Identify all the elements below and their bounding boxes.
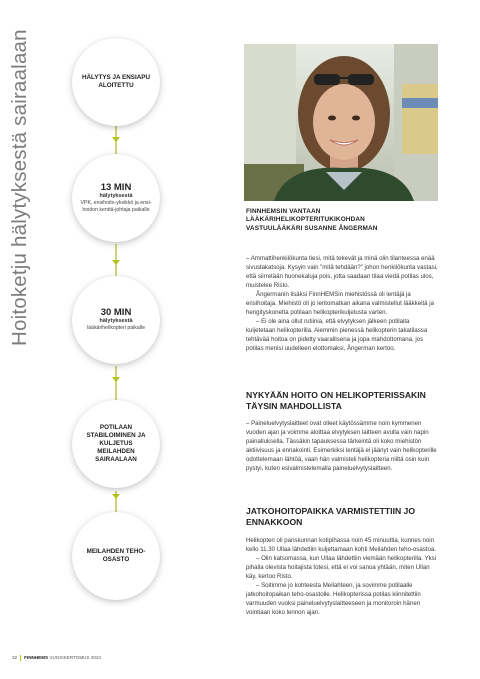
footer-brand: FINNHEMS (24, 655, 49, 661)
caption-line: LÄÄKÄRIHELIKOPTERITUKIKOHDAN (246, 216, 365, 224)
step-time: 30 MIN (100, 307, 132, 319)
step-30-min (72, 276, 160, 364)
step-title: MEILAHDEN TEHO-OSASTO (86, 548, 146, 563)
paragraph: – Olin katsomassa, kun Ullaa lähdettiin viemään helikopterilla. Yksi pihalla olevista hoitajista totesi, että ei voi sanoa yhtään, miten Ullan käy, kertoo Risto. (246, 555, 437, 580)
paragraph: Helikopteri oli pariskunnan kotipihassa noin 45 minuuttia, kunnes noin kello 11.30 Ullaa lähdettiin kuljettamaan kohti Meilahden teho-osastoa. (246, 537, 436, 553)
portrait-illustration (244, 44, 438, 201)
section-heading: JATKOHOITOPAIKKA VARMISTETTIIN JO ENNAKKOON (246, 506, 416, 527)
paragraph: – Paineluelvytyslaitteet ovat olleet käytössämme noin kymmenen vuoden ajan ja voimme aloittaa elvytyksen laitteen avulla vain napin painalluksella. Tässäkin tapauksessa tärkeintä oli koko miehistön aktiivisuus ja ennakointi. Esimerkiksi lentäjä ei jäänyt vain helikopterille odottelemaan lähtöä, vaan hän valmisteli helikopteria niiltä osin kuin pystyi, kuten esivalmistelemalla paineluelvytyslaitteen. (246, 420, 437, 472)
page-number: 32 (12, 655, 18, 661)
step-title: POTILAAN STABILOIMINEN JA KULJETUS MEILAHDEN SAIRAALAAN (86, 424, 146, 463)
section-heading-1 (246, 390, 440, 411)
article-body-1 (246, 254, 440, 353)
step-sub: hälytyksestä (99, 193, 133, 200)
paragraph: – Soitimme jo kohteesta Meilahteen, ja sovimme potilaalle jatkohoitopaikan teho-osastolle. Helikopterissa potilas kiinnitettiin varmuuden vuoksi paineluelvytyslaitteeseen ja monitoroin hänen vointiaan koko lennon ajan. (246, 582, 421, 616)
article-body-2 (246, 419, 440, 473)
footer-divider (20, 655, 21, 661)
section-heading: NYKYÄÄN HOITO ON HELIKOPTERISSAKIN TÄYSIN MAHDOLLISTA (246, 390, 426, 411)
paragraph: Ångermanin lisäksi FinnHEMSin miehistössä oli lentäjä ja ensihoitaja. Miehistö oli jo lentomatkan aikana valmistellut lääkkeitä ja hengityskonetta potilaan helikopterikuljetusta varten. (246, 291, 434, 316)
portrait-photo (244, 44, 438, 201)
article-body-3 (246, 536, 440, 617)
arrow-down-icon (112, 377, 120, 382)
arrow-down-icon (112, 494, 120, 499)
step-icu (72, 512, 160, 600)
photo-caption (246, 208, 440, 233)
step-title: HÄLYTYS JA ENSIAPU ALOITETTU (81, 74, 151, 89)
footer-publication: VUOSIKERTOMUS 2024 (49, 655, 102, 661)
arrow-down-icon (112, 260, 120, 265)
arrow-down-icon (112, 137, 120, 142)
step-sub: hälytyksestä (99, 318, 133, 325)
paragraph: – Ei ole aina ollut rutiinia, että elvytyksen jälkeen potilaita kuljetetaan helikopterilla. Aiemmin pienessä helikopterin takatilassa tehtävää hoitoa on pidetty vaarallisena ja jopa mahdottomana, jos potilas menisi uudelleen elottomaksi, Ångerman kertoo. (246, 318, 428, 352)
step-time: 13 MIN (100, 182, 132, 194)
step-alert (72, 38, 160, 126)
side-title: Hoitoketju hälytyksestä sairaalaan (8, 29, 31, 346)
page-footer (12, 655, 101, 661)
step-stabilization (72, 400, 160, 488)
step-desc: VPK, ensihoito-yksikkö ja ensi-hoidon kenttä-johtaja paikalle (80, 200, 152, 213)
paragraph: – Ammattihenkilökunta tiesi, mitä tekevät ja minä olin tilanteessa enää sivustakatsoja. Kysyin vain ”mitä tehdään?” johon henkilökunta vastasi, että siirretään huonekaluja pois, jotta saadaan tilaa viedä potilas ulos, muistelee Risto. (246, 255, 438, 289)
section-heading-2 (246, 506, 440, 527)
step-13-min (72, 154, 160, 242)
caption-line: VASTUULÄÄKÄRI SUSANNE ÅNGERMAN (246, 224, 378, 232)
step-desc: lääkärihelikopteri paikalle (87, 325, 145, 332)
caption-line: FINNHEMSIN VANTAAN (246, 208, 321, 215)
care-chain-timeline (68, 38, 164, 598)
